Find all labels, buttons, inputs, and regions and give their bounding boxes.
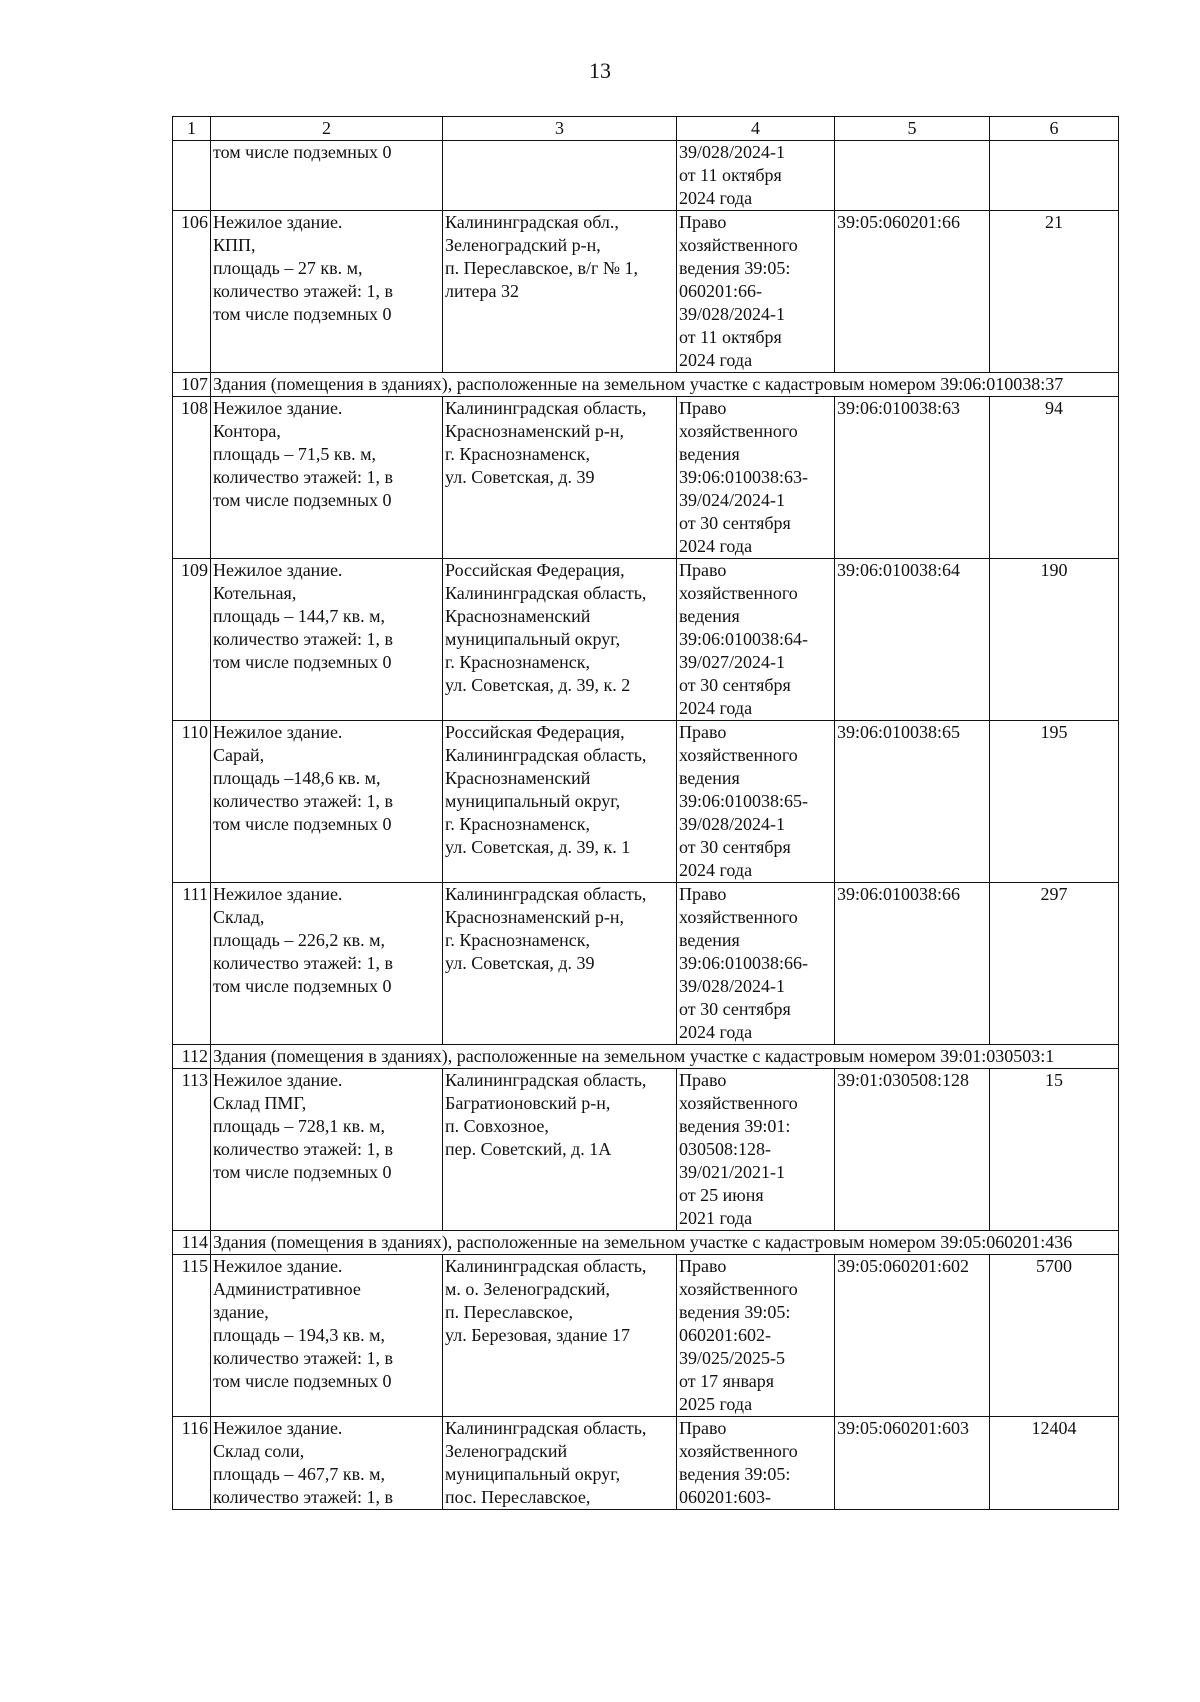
- cell-line: г. Краснознаменск,: [445, 444, 590, 464]
- table-row: [173, 1069, 1119, 1231]
- column-header: 1: [173, 117, 211, 141]
- cell-line: 39:06:010038:63-: [679, 467, 808, 487]
- cell-line: от 25 июня: [679, 1185, 764, 1205]
- right-cell: [677, 397, 835, 559]
- description-cell: [211, 883, 443, 1045]
- cell-line: Краснознаменский: [445, 768, 591, 788]
- table-header-row: [173, 117, 1119, 141]
- cell-line: хозяйственного: [679, 1441, 798, 1461]
- cell-line: Право: [679, 398, 727, 418]
- column-header: 5: [835, 117, 990, 141]
- address-cell: [443, 141, 677, 211]
- cell-line: хозяйственного: [679, 1093, 798, 1113]
- cell-line: 2021 года: [679, 1208, 753, 1228]
- cell-line: Административное: [213, 1279, 361, 1299]
- cell-line: Краснознаменский: [445, 606, 591, 626]
- right-cell: [677, 1417, 835, 1510]
- cadastral-number-cell: 39:01:030508:128: [835, 1069, 990, 1231]
- section-title-cell: Здания (помещения в зданиях), расположенные на земельном участке с кадастровым номером 39:06:010038:37: [211, 373, 1119, 397]
- cell-line: количество этажей: 1, в: [213, 467, 394, 487]
- address-cell: [443, 1069, 677, 1231]
- cell-line: Котельная,: [213, 583, 297, 603]
- cell-line: 39/028/2024-1: [679, 304, 785, 324]
- cell-line: том числе подземных 0: [213, 142, 392, 162]
- cell-line: г. Краснознаменск,: [445, 652, 590, 672]
- column-header: 3: [443, 117, 677, 141]
- address-cell: [443, 1255, 677, 1417]
- cell-line: Калининградская область,: [445, 1256, 647, 1276]
- cell-line: г. Краснознаменск,: [445, 814, 590, 834]
- cell-line: Краснознаменский р-н,: [445, 421, 624, 441]
- cell-line: Контора,: [213, 421, 281, 441]
- cell-line: количество этажей: 1, в: [213, 629, 394, 649]
- right-cell: [677, 721, 835, 883]
- cell-line: количество этажей: 1, в: [213, 281, 394, 301]
- cell-line: от 11 октября: [679, 165, 782, 185]
- cell-line: Нежилое здание.: [213, 1256, 343, 1276]
- table-row: [173, 211, 1119, 373]
- cell-line: 2024 года: [679, 188, 753, 208]
- cell-line: 39/021/2021-1: [679, 1162, 785, 1182]
- table-row: [173, 559, 1119, 721]
- cell-line: Калининградская область,: [445, 583, 647, 603]
- cell-line: 060201:603-: [679, 1487, 771, 1507]
- cell-line: 39:06:010038:65-: [679, 791, 808, 811]
- cell-line: количество этажей: 1, в: [213, 1139, 394, 1159]
- cell-line: Право: [679, 560, 727, 580]
- cell-line: пос. Переславское,: [445, 1487, 591, 1507]
- cell-line: 39/024/2024-1: [679, 490, 785, 510]
- address-cell: [443, 211, 677, 373]
- cell-line: от 17 января: [679, 1371, 775, 1391]
- cell-line: 2024 года: [679, 1022, 753, 1042]
- cell-line: 39/028/2024-1: [679, 814, 785, 834]
- section-row: [173, 1045, 1119, 1069]
- cell-line: хозяйственного: [679, 235, 798, 255]
- value-cell: 5700: [990, 1255, 1119, 1417]
- registry-table: [172, 116, 1119, 1510]
- cell-line: от 11 октября: [679, 327, 782, 347]
- cell-line: хозяйственного: [679, 1279, 798, 1299]
- column-header: 4: [677, 117, 835, 141]
- cell-line: количество этажей: 1, в: [213, 953, 394, 973]
- cell-line: ул. Советская, д. 39, к. 2: [445, 675, 631, 695]
- cell-line: том числе подземных 0: [213, 490, 392, 510]
- cell-line: ведения: [679, 606, 740, 626]
- cell-line: количество этажей: 1, в: [213, 1487, 394, 1507]
- cell-line: 030508:128-: [679, 1139, 771, 1159]
- table-row: [173, 141, 1119, 211]
- cadastral-number-cell: 39:05:060201:603: [835, 1417, 990, 1510]
- cell-line: площадь – 728,1 кв. м,: [213, 1116, 385, 1136]
- cell-line: 39/027/2024-1: [679, 652, 785, 672]
- cell-line: от 30 сентября: [679, 513, 791, 533]
- row-number-cell: 108: [173, 397, 211, 559]
- cell-line: 2024 года: [679, 698, 753, 718]
- cell-line: 2024 года: [679, 350, 753, 370]
- cell-line: п. Переславское, в/г № 1,: [445, 258, 638, 278]
- cell-line: муниципальный округ,: [445, 791, 621, 811]
- right-cell: [677, 141, 835, 211]
- description-cell: [211, 1417, 443, 1510]
- value-cell: 190: [990, 559, 1119, 721]
- cell-line: Право: [679, 722, 727, 742]
- row-number-cell: 106: [173, 211, 211, 373]
- section-row: [173, 1231, 1119, 1255]
- cell-line: площадь – 144,7 кв. м,: [213, 606, 385, 626]
- cell-line: Калининградская область,: [445, 884, 647, 904]
- row-number-cell: 116: [173, 1417, 211, 1510]
- address-cell: [443, 397, 677, 559]
- row-number-cell: 107: [173, 373, 211, 397]
- cell-line: ул. Советская, д. 39: [445, 953, 595, 973]
- cell-line: количество этажей: 1, в: [213, 1348, 394, 1368]
- row-number-cell: 111: [173, 883, 211, 1045]
- description-cell: [211, 559, 443, 721]
- row-number-cell: 110: [173, 721, 211, 883]
- cell-line: Право: [679, 1070, 727, 1090]
- cadastral-number-cell: 39:06:010038:64: [835, 559, 990, 721]
- cell-line: 2024 года: [679, 536, 753, 556]
- cell-line: 39/025/2025-5: [679, 1348, 785, 1368]
- cell-line: здание,: [213, 1302, 269, 1322]
- cell-line: ведения: [679, 768, 740, 788]
- cell-line: хозяйственного: [679, 583, 798, 603]
- cell-line: том числе подземных 0: [213, 1162, 392, 1182]
- address-cell: [443, 559, 677, 721]
- cadastral-number-cell: 39:05:060201:602: [835, 1255, 990, 1417]
- section-row: [173, 373, 1119, 397]
- cell-line: хозяйственного: [679, 745, 798, 765]
- cell-line: от 30 сентября: [679, 999, 791, 1019]
- cell-line: ведения: [679, 930, 740, 950]
- value-cell: [990, 141, 1119, 211]
- cell-line: г. Краснознаменск,: [445, 930, 590, 950]
- cell-line: Нежилое здание.: [213, 722, 343, 742]
- description-cell: [211, 721, 443, 883]
- cell-line: Калининградская область,: [445, 745, 647, 765]
- cadastral-number-cell: 39:06:010038:63: [835, 397, 990, 559]
- cell-line: площадь –148,6 кв. м,: [213, 768, 381, 788]
- table-row: [173, 397, 1119, 559]
- cell-line: Склад соли,: [213, 1441, 305, 1461]
- cell-line: ведения: [679, 444, 740, 464]
- column-header: 6: [990, 117, 1119, 141]
- column-header: 2: [211, 117, 443, 141]
- row-number-cell: 109: [173, 559, 211, 721]
- cell-line: м. о. Зеленоградский,: [445, 1279, 611, 1299]
- table-row: [173, 1417, 1119, 1510]
- cell-line: п. Переславское,: [445, 1302, 573, 1322]
- cell-line: Зеленоградский р-н,: [445, 235, 601, 255]
- table-row: [173, 1255, 1119, 1417]
- cell-line: Зеленоградский: [445, 1441, 568, 1461]
- right-cell: [677, 883, 835, 1045]
- cell-line: литера 32: [445, 281, 519, 301]
- section-title-cell: Здания (помещения в зданиях), расположенные на земельном участке с кадастровым номером 39:05:060201:436: [211, 1231, 1119, 1255]
- value-cell: 94: [990, 397, 1119, 559]
- cell-line: Нежилое здание.: [213, 398, 343, 418]
- cell-line: 060201:66-: [679, 281, 762, 301]
- cell-line: ул. Березовая, здание 17: [445, 1325, 630, 1345]
- cell-line: том числе подземных 0: [213, 652, 392, 672]
- cell-line: том числе подземных 0: [213, 304, 392, 324]
- cadastral-number-cell: 39:06:010038:66: [835, 883, 990, 1045]
- cell-line: 2024 года: [679, 860, 753, 880]
- cell-line: ведения 39:05:: [679, 1302, 791, 1322]
- cell-line: Право: [679, 212, 727, 232]
- cell-line: том числе подземных 0: [213, 1371, 392, 1391]
- cell-line: Багратионовский р-н,: [445, 1093, 611, 1113]
- cell-line: пер. Советский, д. 1А: [445, 1139, 612, 1159]
- page-number: 13: [589, 58, 611, 83]
- row-number-cell: 115: [173, 1255, 211, 1417]
- row-number-cell: 112: [173, 1045, 211, 1069]
- cell-line: Калининградская область,: [445, 1070, 647, 1090]
- right-cell: [677, 559, 835, 721]
- row-number-cell: [173, 141, 211, 211]
- value-cell: 21: [990, 211, 1119, 373]
- cell-line: ведения 39:05:: [679, 1464, 791, 1484]
- cell-line: том числе подземных 0: [213, 814, 392, 834]
- cell-line: хозяйственного: [679, 421, 798, 441]
- cell-line: Российская Федерация,: [445, 560, 625, 580]
- cadastral-number-cell: 39:05:060201:66: [835, 211, 990, 373]
- cell-line: 39/028/2024-1: [679, 976, 785, 996]
- cell-line: 2025 года: [679, 1394, 753, 1414]
- cell-line: ул. Советская, д. 39, к. 1: [445, 837, 631, 857]
- description-cell: [211, 141, 443, 211]
- description-cell: [211, 1069, 443, 1231]
- table-row: [173, 883, 1119, 1045]
- cell-line: Нежилое здание.: [213, 212, 343, 232]
- cell-line: Нежилое здание.: [213, 560, 343, 580]
- cadastral-number-cell: [835, 141, 990, 211]
- cell-line: 39/028/2024-1: [679, 142, 785, 162]
- cell-line: площадь – 226,2 кв. м,: [213, 930, 385, 950]
- table-row: [173, 721, 1119, 883]
- cell-line: площадь – 194,3 кв. м,: [213, 1325, 385, 1345]
- cell-line: ведения 39:05:: [679, 258, 791, 278]
- cell-line: п. Совхозное,: [445, 1116, 549, 1136]
- cell-line: ул. Советская, д. 39: [445, 467, 595, 487]
- cell-line: Право: [679, 884, 727, 904]
- cell-line: 39:06:010038:64-: [679, 629, 808, 649]
- cell-line: Склад,: [213, 907, 265, 927]
- cell-line: 39:06:010038:66-: [679, 953, 808, 973]
- cell-line: 060201:602-: [679, 1325, 771, 1345]
- cell-line: ведения 39:01:: [679, 1116, 791, 1136]
- cell-line: Краснознаменский р-н,: [445, 907, 624, 927]
- cadastral-number-cell: 39:06:010038:65: [835, 721, 990, 883]
- description-cell: [211, 397, 443, 559]
- table-body: [173, 141, 1119, 1510]
- cell-line: площадь – 27 кв. м,: [213, 258, 363, 278]
- section-title-cell: Здания (помещения в зданиях), расположенные на земельном участке с кадастровым номером 39:01:030503:1: [211, 1045, 1119, 1069]
- row-number-cell: 113: [173, 1069, 211, 1231]
- cell-line: количество этажей: 1, в: [213, 791, 394, 811]
- value-cell: 297: [990, 883, 1119, 1045]
- cell-line: хозяйственного: [679, 907, 798, 927]
- value-cell: 15: [990, 1069, 1119, 1231]
- row-number-cell: 114: [173, 1231, 211, 1255]
- cell-line: Калининградская область,: [445, 1418, 647, 1438]
- address-cell: [443, 1417, 677, 1510]
- cell-line: муниципальный округ,: [445, 1464, 621, 1484]
- cell-line: Российская Федерация,: [445, 722, 625, 742]
- cell-line: Склад ПМГ,: [213, 1093, 307, 1113]
- description-cell: [211, 211, 443, 373]
- cell-line: том числе подземных 0: [213, 976, 392, 996]
- cell-line: площадь – 71,5 кв. м,: [213, 444, 376, 464]
- cell-line: Право: [679, 1418, 727, 1438]
- address-cell: [443, 721, 677, 883]
- cell-line: КПП,: [213, 235, 256, 255]
- description-cell: [211, 1255, 443, 1417]
- cell-line: Нежилое здание.: [213, 1418, 343, 1438]
- right-cell: [677, 211, 835, 373]
- cell-line: Калининградская обл.,: [445, 212, 619, 232]
- cell-line: Сарай,: [213, 745, 265, 765]
- address-cell: [443, 883, 677, 1045]
- cell-line: Калининградская область,: [445, 398, 647, 418]
- cell-line: муниципальный округ,: [445, 629, 621, 649]
- cell-line: от 30 сентября: [679, 675, 791, 695]
- value-cell: 195: [990, 721, 1119, 883]
- cell-line: от 30 сентября: [679, 837, 791, 857]
- cell-line: Нежилое здание.: [213, 884, 343, 904]
- cell-line: Нежилое здание.: [213, 1070, 343, 1090]
- value-cell: 12404: [990, 1417, 1119, 1510]
- cell-line: Право: [679, 1256, 727, 1276]
- cell-line: площадь – 467,7 кв. м,: [213, 1464, 385, 1484]
- right-cell: [677, 1255, 835, 1417]
- right-cell: [677, 1069, 835, 1231]
